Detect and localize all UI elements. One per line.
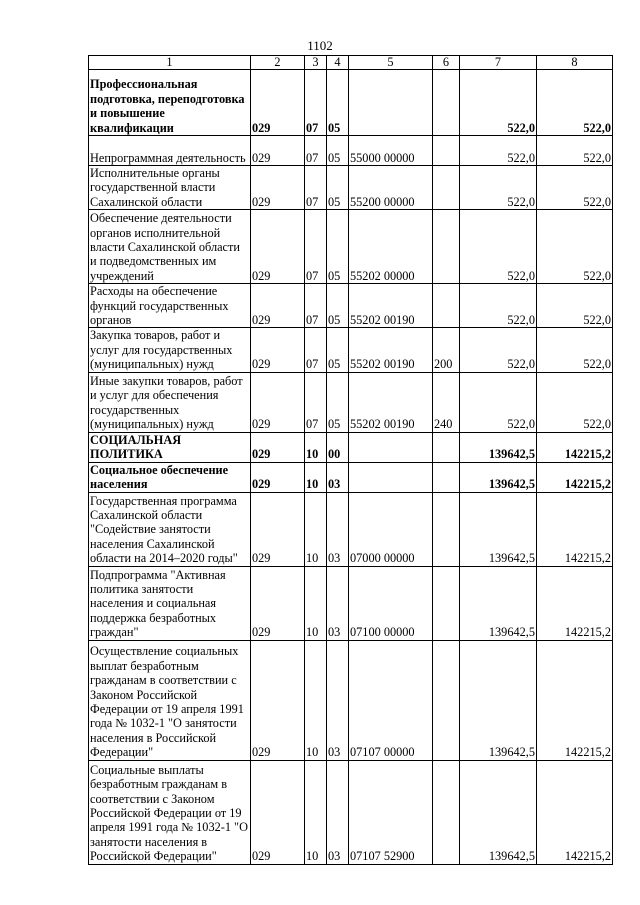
table-row <box>89 432 613 462</box>
expense-type-cell <box>433 462 460 492</box>
item-name-cell: Подпрограмма "Активная политика занятости населения и социальная поддержка безработных граждан" <box>89 566 251 640</box>
expense-type-cell <box>433 284 460 328</box>
amount-year1-cell: 522,0 <box>460 210 537 284</box>
section-cell: 10 <box>305 462 327 492</box>
amount-year2-cell: 522,0 <box>537 372 613 432</box>
target-article-cell <box>349 432 433 462</box>
table-row <box>89 328 613 372</box>
expense-type-cell <box>433 210 460 284</box>
budget-table <box>88 55 613 865</box>
amount-year1-cell: 522,0 <box>460 166 537 210</box>
column-header-2: 2 <box>251 56 305 70</box>
admin-code-cell: 029 <box>251 70 305 136</box>
expense-type-cell <box>433 166 460 210</box>
page-number: 1102 <box>307 38 333 53</box>
admin-code-cell: 029 <box>251 210 305 284</box>
amount-year1-cell: 522,0 <box>460 328 537 372</box>
table-row <box>89 492 613 566</box>
section-cell: 07 <box>305 136 327 166</box>
table-row <box>89 566 613 640</box>
subsection-cell: 03 <box>327 566 349 640</box>
target-article-cell: 55200 00000 <box>349 166 433 210</box>
header-row <box>89 56 613 70</box>
subsection-cell: 05 <box>327 210 349 284</box>
amount-year2-cell: 142215,2 <box>537 432 613 462</box>
admin-code-cell: 029 <box>251 760 305 864</box>
table-row <box>89 760 613 864</box>
admin-code-cell: 029 <box>251 640 305 760</box>
section-cell: 07 <box>305 166 327 210</box>
item-name-cell: Социальное обеспечение населения <box>89 462 251 492</box>
section-cell: 07 <box>305 328 327 372</box>
subsection-cell: 03 <box>327 492 349 566</box>
subsection-cell: 05 <box>327 328 349 372</box>
expense-type-cell <box>433 432 460 462</box>
section-cell: 10 <box>305 640 327 760</box>
admin-code-cell: 029 <box>251 136 305 166</box>
item-name-cell: Профессиональная подготовка, переподготовка и повышение квалификации <box>89 70 251 136</box>
column-header-8: 8 <box>537 56 613 70</box>
target-article-cell: 07107 52900 <box>349 760 433 864</box>
subsection-cell: 05 <box>327 136 349 166</box>
expense-type-cell <box>433 136 460 166</box>
subsection-cell: 00 <box>327 432 349 462</box>
amount-year1-cell: 522,0 <box>460 372 537 432</box>
section-cell: 07 <box>305 70 327 136</box>
column-header-5: 5 <box>349 56 433 70</box>
table-row <box>89 640 613 760</box>
target-article-cell: 55202 00190 <box>349 284 433 328</box>
table-row <box>89 284 613 328</box>
amount-year2-cell: 142215,2 <box>537 640 613 760</box>
section-cell: 07 <box>305 372 327 432</box>
subsection-cell: 05 <box>327 372 349 432</box>
target-article-cell: 55202 00000 <box>349 210 433 284</box>
expense-type-cell: 240 <box>433 372 460 432</box>
section-cell: 07 <box>305 284 327 328</box>
section-cell: 10 <box>305 492 327 566</box>
amount-year2-cell: 522,0 <box>537 284 613 328</box>
item-name-cell: Социальные выплаты безработным гражданам в соответствии с Законом Российской Федерации от 19 апреля 1991 года № 1032-1 "О занятости населения в Российской Федерации" <box>89 760 251 864</box>
amount-year1-cell: 522,0 <box>460 136 537 166</box>
amount-year1-cell: 139642,5 <box>460 492 537 566</box>
item-name-cell: Закупка товаров, работ и услуг для государственных (муниципальных) нужд <box>89 328 251 372</box>
expense-type-cell <box>433 492 460 566</box>
amount-year2-cell: 142215,2 <box>537 760 613 864</box>
subsection-cell: 05 <box>327 166 349 210</box>
amount-year2-cell: 142215,2 <box>537 462 613 492</box>
table-row <box>89 372 613 432</box>
target-article-cell: 07000 00000 <box>349 492 433 566</box>
amount-year2-cell: 522,0 <box>537 210 613 284</box>
expense-type-cell: 200 <box>433 328 460 372</box>
section-cell: 10 <box>305 760 327 864</box>
target-article-cell <box>349 462 433 492</box>
column-header-4: 4 <box>327 56 349 70</box>
amount-year1-cell: 139642,5 <box>460 462 537 492</box>
amount-year1-cell: 139642,5 <box>460 566 537 640</box>
item-name-cell: Иные закупки товаров, работ и услуг для обеспечения государственных (муниципальных) нужд <box>89 372 251 432</box>
target-article-cell: 55202 00190 <box>349 372 433 432</box>
section-cell: 10 <box>305 432 327 462</box>
amount-year2-cell: 522,0 <box>537 70 613 136</box>
admin-code-cell: 029 <box>251 166 305 210</box>
target-article-cell: 55000 00000 <box>349 136 433 166</box>
admin-code-cell: 029 <box>251 462 305 492</box>
subsection-cell: 03 <box>327 462 349 492</box>
column-header-3: 3 <box>305 56 327 70</box>
amount-year1-cell: 522,0 <box>460 70 537 136</box>
item-name-cell: Обеспечение деятельности органов исполнительной власти Сахалинской области и подведомственных им учреждений <box>89 210 251 284</box>
item-name-cell: Непрограммная деятельность <box>89 136 251 166</box>
expense-type-cell <box>433 640 460 760</box>
amount-year1-cell: 139642,5 <box>460 760 537 864</box>
item-name-cell: Расходы на обеспечение функций государственных органов <box>89 284 251 328</box>
subsection-cell: 03 <box>327 640 349 760</box>
table-row <box>89 70 613 136</box>
amount-year1-cell: 139642,5 <box>460 640 537 760</box>
amount-year1-cell: 522,0 <box>460 284 537 328</box>
table-row <box>89 210 613 284</box>
amount-year2-cell: 142215,2 <box>537 492 613 566</box>
expense-type-cell <box>433 760 460 864</box>
admin-code-cell: 029 <box>251 328 305 372</box>
amount-year2-cell: 142215,2 <box>537 566 613 640</box>
item-name-cell: СОЦИАЛЬНАЯ ПОЛИТИКА <box>89 432 251 462</box>
expense-type-cell <box>433 70 460 136</box>
section-cell: 10 <box>305 566 327 640</box>
amount-year1-cell: 139642,5 <box>460 432 537 462</box>
target-article-cell <box>349 70 433 136</box>
target-article-cell: 07107 00000 <box>349 640 433 760</box>
subsection-cell: 05 <box>327 70 349 136</box>
table-row <box>89 166 613 210</box>
column-header-1: 1 <box>89 56 251 70</box>
target-article-cell: 07100 00000 <box>349 566 433 640</box>
admin-code-cell: 029 <box>251 432 305 462</box>
column-header-6: 6 <box>433 56 460 70</box>
table-row <box>89 136 613 166</box>
section-cell: 07 <box>305 210 327 284</box>
subsection-cell: 05 <box>327 284 349 328</box>
admin-code-cell: 029 <box>251 372 305 432</box>
amount-year2-cell: 522,0 <box>537 136 613 166</box>
item-name-cell: Осуществление социальных выплат безработным гражданам в соответствии с Законом Российской Федерации от 19 апреля 1991 года № 1032-1 "О занятости населения в Российской Федерации" <box>89 640 251 760</box>
admin-code-cell: 029 <box>251 284 305 328</box>
item-name-cell: Государственная программа Сахалинской области "Содействие занятости населения Сахалинской области на 2014–2020 годы" <box>89 492 251 566</box>
item-name-cell: Исполнительные органы государственной власти Сахалинской области <box>89 166 251 210</box>
target-article-cell: 55202 00190 <box>349 328 433 372</box>
admin-code-cell: 029 <box>251 492 305 566</box>
amount-year2-cell: 522,0 <box>537 166 613 210</box>
admin-code-cell: 029 <box>251 566 305 640</box>
expense-type-cell <box>433 566 460 640</box>
table-row <box>89 462 613 492</box>
subsection-cell: 03 <box>327 760 349 864</box>
column-header-7: 7 <box>460 56 537 70</box>
amount-year2-cell: 522,0 <box>537 328 613 372</box>
